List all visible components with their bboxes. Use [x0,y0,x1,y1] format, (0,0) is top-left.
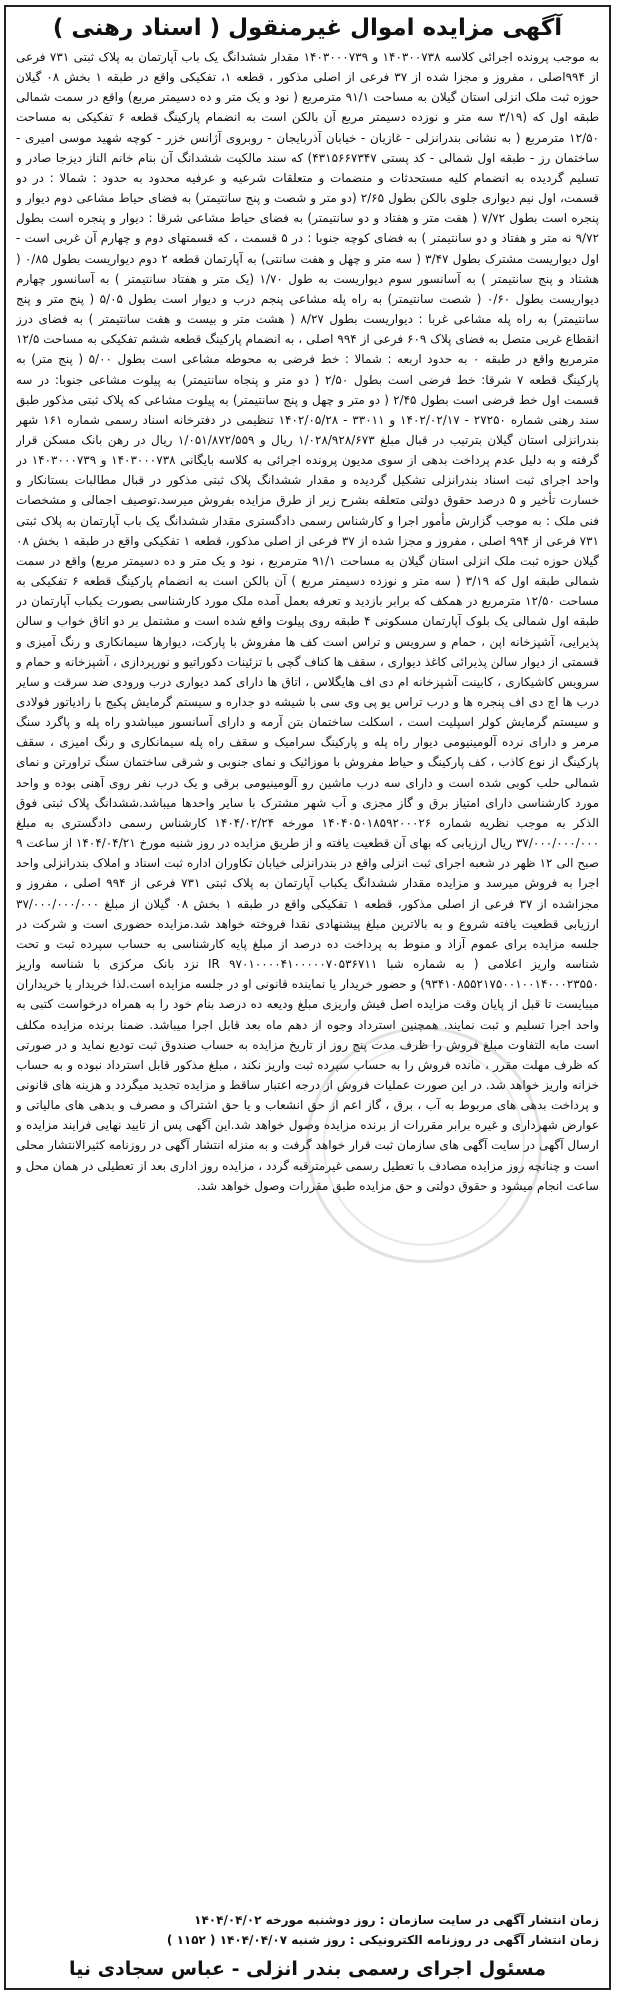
auction-notice [4,5,611,1990]
publish-dates [16,1910,599,1950]
signature-line: مسئول اجرای رسمی بندر انزلی - عباس سجادی نیا [68,1958,546,1980]
publish-newspaper-date: زمان انتشار آگهی در روزنامه الکترونیکی : روز شنبه ۱۴۰۴/۰۴/۰۷ ( ۱۱۵۲ ) [166,1933,599,1947]
notice-title: آگهی مزایده اموال غیرمنقول ( اسناد رهنی ) [52,15,563,41]
notice-body [16,47,599,1906]
notice-paragraph: به موجب پرونده اجرائی کلاسه ۱۴۰۳۰۰۷۳۸ و ۱۴۰۳۰۰۰۷۳۹ مقدار ششدانگ یک باب آپارتمان به پلاک ثبتی ۷۳۱ فرعی از ۹۹۴اصلی ، مفروز و مجزا شده از ۳۷ فرعی از اصلی مذکور ، قطعه ۱، تفکیکی واقع در طبقه ۱ بخش ۰۸ گیلان حوزه ثبت ملک انزلی استان گیلان به مساحت ۹۱/۱ مترمربع ( نود و یک متر و ده دسیمتر مربع) واقع در سمت شمالی طبقه اول که (۳/۱۹ سه متر و نوزده دسیمتر مربع آن بالکن است به انضمام پارکینگ قطعه ۶ تفکیکی به مساحت ۱۲/۵۰ مترمربع ( به نشانی بندرانزلی - غازیان - خیابان آذربایجان - روبروی آژانس خزر - کوچه شهید موسی امیری - ساختمان رز - طبقه اول شمالی - کد پستی ۴۳۱۵۶۶۷۳۴۷) که سند مالکیت ششدانگ آن بنام خانم الناز دیزجا صادر و تسلیم گردیده به انضمام کلیه مستحدثات و منضمات و متعلقات شرعیه و عرفیه محدود به حدود : شمالا : در دو قسمت، اول نیم دیواری جلوی بالکن بطول ۲/۶۵ (دو متر و شصت و پنج سانتیمتر) به فضای حیاط مشاعی دوم دیوار و پنجره است بطول ۷/۷۲ ( هفت متر و هفتاد و دو سانتیمتر) به فضای حیاط مشاعی شرقا : دیوار و پنجره است بطول ۹/۷۲ نه متر و هفتاد و دو سانتیمتر ) به فضای کوچه جنوبا : در ۵ قسمت ، که قسمتهای دوم و چهارم آن غربی است - اول دیواریست مشترک بطول ۳/۴۷ ( سه متر و چهل و هفت سانتی) به آپارتمان قطعه ۲ دوم دیواریست بطول ۰/۸۵ ( هشتاد و پنج سانتیمتر ) به آسانسور سوم دیواریست به طول ۱/۷۰ (یک متر و هفتاد سانتیمتر ) به آسانسور چهارم دیواریست بطول ۰/۶۰ ( شصت سانتیمتر) به راه پله مشاعی پنجم درب و دیوار است بطول ۵/۰۵ ( پنج متر و پنج سانتیمتر) به راه پله مشاعی غربا : دیواریست بطول ۸/۲۷ ( هشت متر و بیست و هفت سانتیمتر ) به فضای درز انقطاع غربی متصل به فضای پلاک ۶۰۹ فرعی از ۹۹۴ اصلی ، به انضمام پارکینگ قطعه ششم تفکیکی به مساحت ۱۲/۵ مترمربع واقع در طبقه ۰ به حدود اربعه : شمالا : خط فرضی به محوطه مشاعی است بطول ۵/۰۰ ( پنج متر) به پارکینگ قطعه ۷ شرقا: خط فرضی است بطول ۲/۵۰ ( دو متر و پنجاه سانتیمتر) به پیلوت مشاعی جنوبا: در سه قسمت اول خط فرضی است بطول ۲/۴۵ ( دو متر و چهل و پنج سانتیمتر) به پیلوت مشاعی که پلاک ثبتی مذکور طبق سند رهنی شماره ۲۷۲۵۰ - ۱۴۰۲/۰۲/۱۷ و ۳۳۰۱۱ - ۱۴۰۲/۰۵/۲۸ تنظیمی در دفترخانه اسناد رسمی شماره ۱۶۱ شهر بندرانزلی استان گیلان بترتیب در قبال مبلغ ۱/۰۲۸/۹۲۸/۶۷۳ ریال و ۱/۰۵۱/۸۷۲/۵۵۹ ریال در رهن بانک مسکن قرار گرفته و به دلیل عدم پرداخت بدهی از سوی مدیون پرونده اجرائی به کلاسه بایگانی ۱۴۰۳۰۰۰۷۳۸ و ۱۴۰۳۰۰۰۷۳۹ در واحد اجرای ثبت اسناد بندرانزلی تشکیل گردیده و مقدار ششدانگ پلاک ثبتی مذکور در قبال مطالبات بستانکار و خسارت تأخیر و ۵ درصد حقوق دولتی متعلقه بشرح زیر از طرق مزایده بفروش میرسد.توصیف اجمالی و مشخصات فنی ملک : به موجب گزارش مأمور اجرا و کارشناس رسمی دادگستری مقدار ششدانگ یک باب آپارتمان به پلاک ثبتی ۷۳۱ فرعی از ۹۹۴ اصلی ، مفروز و مجزا شده از ۳۷ فرعی از اصلی مذکور، قطعه ۱ تفکیکی واقع در طبقه ۱ بخش ۰۸ گیلان حوزه ثبت ملک انزلی استان گیلان به مساحت ۹۱/۱ مترمربع ، نود و یک متر و ده دسیمتر مربع) واقع در سمت شمالی طبقه اول که ۳/۱۹ ( سه متر و نوزده دسیمتر مربع ) آن بالکن است به انضمام پارکینگ قطعه ۶ تفکیکی به مساحت ۱۲/۵۰ مترمربع در همکف که برابر بازدید و تعرفه بعمل آمده ملک مورد کارشناسی بصورت یکباب آپارتمان در طبقه اول شمالی یک بلوک آپارتمان مسکونی ۴ طبقه روی پیلوت واقع شده است و مشتمل بر دو اتاق خواب و سالن پذیرایی، آشپزخانه اپن ، حمام و سرویس و تراس است کف ها مفروش با پارکت، دیوارها سیمانکاری و رنگ آمیزی و قسمتی از دیوار سالن پذیرائی کاغذ دیواری ، سقف ها کناف گچی با تزئینات دکوراتیو و نورپردازی ، آشپزخانه و حمام و سرویس کاشیکاری ، کابینت آشپزخانه ام دی اف هایگلاس ، اتاق ها دارای کمد دیواری درب ورودی ضد سرقت و سایر درب ها اچ دی اف پنجره ها و درب تراس یو پی وی سی با شیشه دو جداره و سیستم گرمایش پکیج با رادیاتور فولادی و سیستم گرمایش کولر اسپلیت است ، اسکلت ساختمان بتن آرمه و دارای آسانسور میباشدو راه پله و پاگرد سنگ مرمر و دارای نرده آلومینیومی دیوار راه پله و پارکینگ سرامیک و سقف راه پله سیمانکاری و رنگ امیزی ، سقف پارکینگ از نوع کاذب ، کف پارکینگ و حیاط مفروش با موزائیک و نمای جنوبی و شرقی ساختمان سنگ تراورتن و نمای شمالی حلب کوبی شده است و دارای سه درب ماشین رو آلومینیومی برقی و یک درب نفر روی آهنی بوده و واحد مورد کارشناسی دارای امتیاز برق و گاز مجزی و آب شهر مشترک با سایر واحدها میباشد.ششدانگ پلاک ثبتی فوق الذکر به موجب نظریه شماره ۱۴۰۴۰۵۰۱۸۵۹۲۰۰۰۲۶ مورخه ۱۴۰۴/۰۲/۲۴ کارشناس رسمی دادگستری به مبلغ ۳۷/۰۰۰/۰۰۰/۰۰۰ ریال ارزیابی که بهای آن قطعیت یافته و از طریق مزایده در روز شنبه مورخ ۱۴۰۴/۰۴/۲۱ از ساعت ۹ صبح الی ۱۲ ظهر در شعبه اجرای ثبت انزلی واقع در بندرانزلی خیابان تکاوران اداره ثبت اسناد و املاک بندرانزلی واحد اجرا به فروش میرسد و مزایده مقدار ششدانگ یکباب آپارتمان به پلاک ثبتی ۷۳۱ فرعی از ۹۹۴ اصلی ، مفروز و مجزاشده از ۳۷ فرعی از اصلی مذکور، قطعه ۱ تفکیکی واقع در طبقه ۱ بخش ۰۸ گیلان از مبلغ ۳۷/۰۰۰/۰۰۰/۰۰۰ ارزیابی قطعیت یافته شروع و به بالاترین مبلغ پیشنهادی نقدا فروخته خواهد شد.مزایده حضوری است و شرکت در جلسه مزایده برای عموم آزاد و منوط به پرداخت ده درصد از مبلغ پایه کارشناسی به حساب سپرده ثبت و تحت شناسه واریز اعلامی ( به شماره شبا IR ۹۷۰۱۰۰۰۰۴۱۰۰۰۰۰۷۰۵۳۶۷۱۱ نزد بانک مرکزی با شناسه واریز ۹۳۴۱۰۸۵۵۲۱۷۵۰۰۱۰۰۱۴۰۰۰۲۳۵۵۰) و حضور خریدار یا نماینده قانونی او در جلسه مزایده است.لذا خریدار یا خریداران میبایست تا قبل از پایان وقت مزایده اصل فیش واریزی مبلغ ودیعه ده درصد بنام خود را به همراه درخواست کتبی به واحد اجرا تسلیم و ثبت نمایند. همچنین استرداد وجوه از دهم ماه بعد قابل اجرا میباشد. ضمنا برنده مزایده مکلف است مابه التفاوت مبلغ فروش را ظرف مدت پنج روز از تاریخ مزایده به حساب صندوق ثبت تودیع نماید و در صورتی که ظرف مهلت مقرر ، مانده فروش را به حساب سپرده ثبت واریز نکند ، مبلغ مذکور قابل استرداد نبوده و به حساب خزانه واریز خواهد شد. در این صورت عملیات فروش از درجه اعتبار ساقط و مزایده تجدید میگردد و هزینه های قانونی و پرداخت بدهی های مربوط به آب ، برق ، گاز اعم از حق انشعاب و یا حق اشتراک و مصرف و بدهی های مالیاتی و عوارض شهرداری و غیره برابر مقررات از برنده مزایده وصول خواهد شد.این آگهی پس از تایید نهایی فرایند مزایده و ارسال آگهی در سایت آگهی های سازمان ثبت قرار خواهد گرفت و به منزله انتشار آگهی در روزنامه کثیرالانتشار محلی است و چنانچه روز مزایده مصادف با تعطیل رسمی غیرمترقبه گردد ، مزایده روز اداری بعد از تعطیلی در همان محل و ساعت انجام میشود و حقوق دولتی و حق مزایده طبق مقررات وصول خواهد شد. [16,50,599,1193]
publish-site-date: زمان انتشار آگهی در سایت سازمان : روز دوشنبه مورخه ۱۴۰۴/۰۴/۰۲ [194,1913,599,1927]
